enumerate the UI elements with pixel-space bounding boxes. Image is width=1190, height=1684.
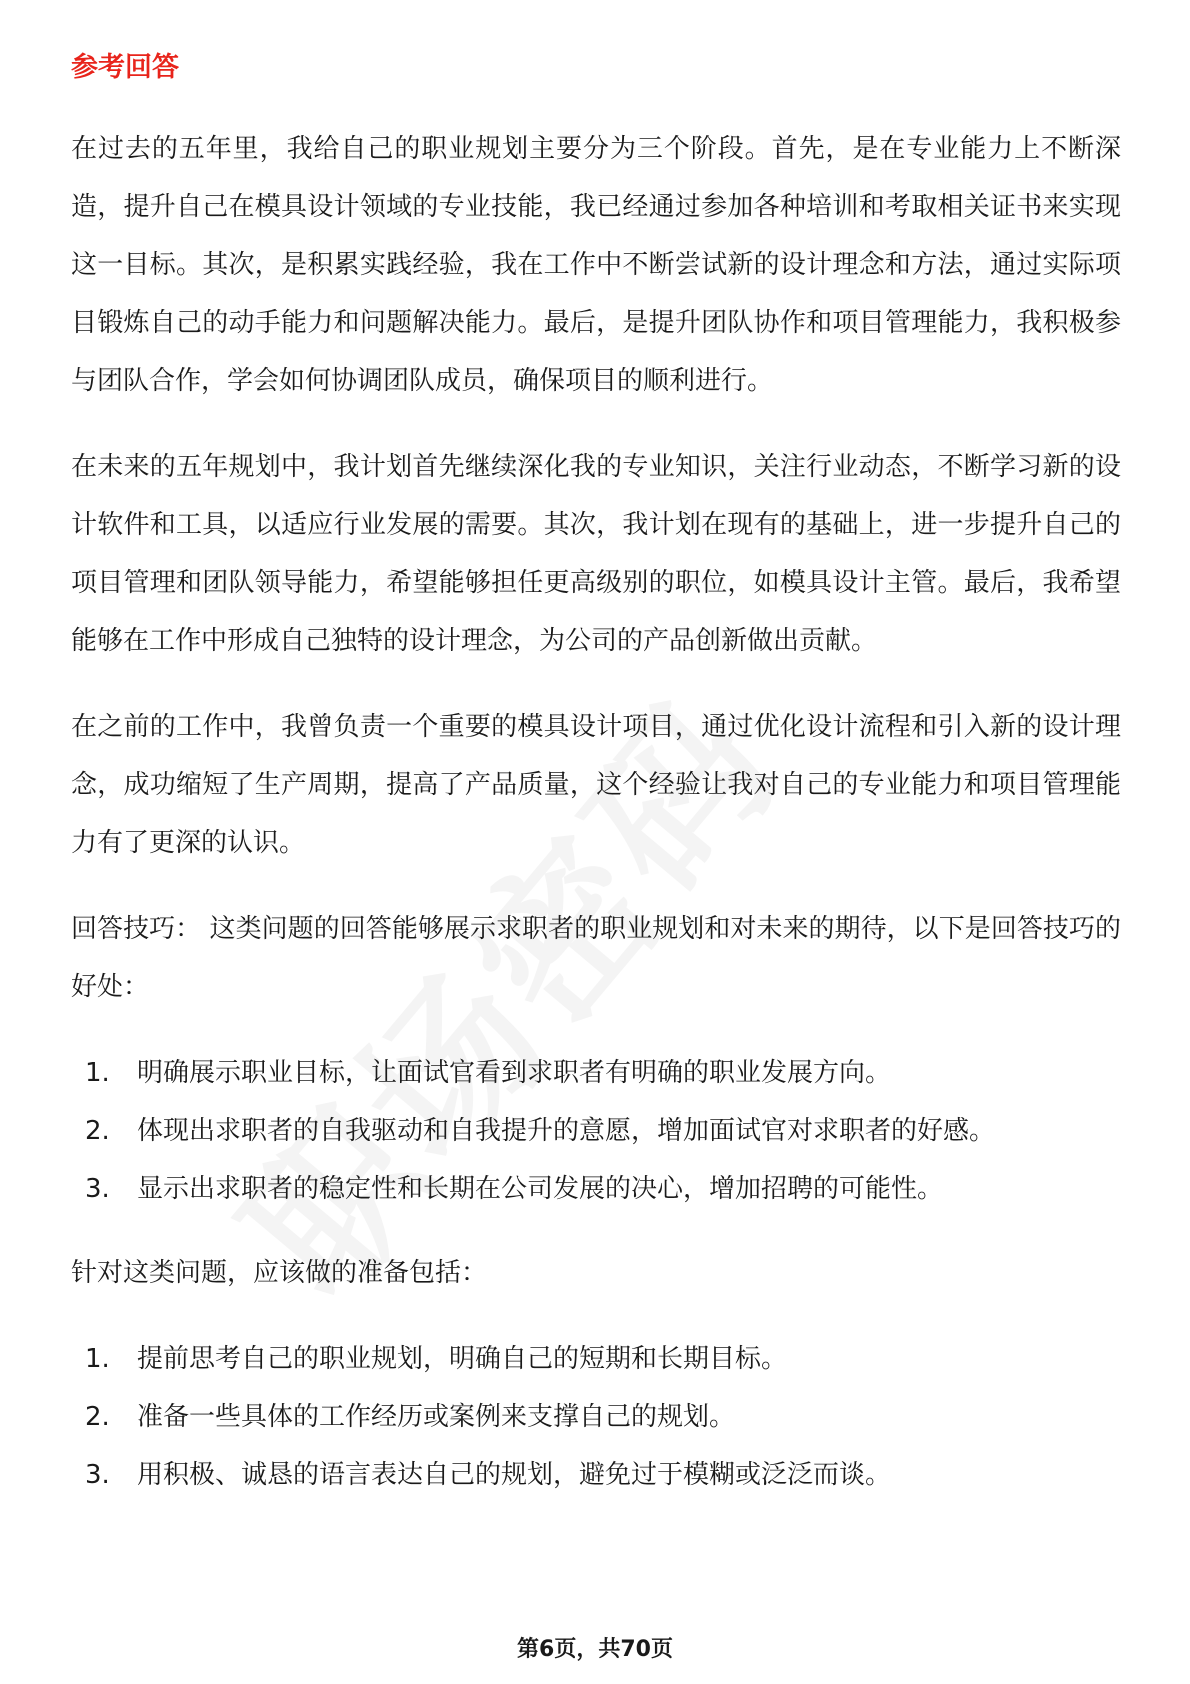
list-text: 显示出求职者的稳定性和长期在公司发展的决心，增加招聘的可能性。 bbox=[137, 1174, 944, 1204]
list-item bbox=[71, 1160, 1121, 1218]
list-number: 3. bbox=[85, 1460, 110, 1490]
list-number: 2. bbox=[85, 1116, 110, 1146]
list-number: 2. bbox=[85, 1402, 110, 1432]
page-number-footer: 第6页，共70页 bbox=[517, 1637, 673, 1662]
list-item bbox=[71, 1330, 1121, 1388]
paragraph-prep-intro: 针对这类问题，应该做的准备包括： bbox=[71, 1258, 488, 1288]
paragraph-experience: 在之前的工作中，我曾负责一个重要的模具设计项目，通过优化设计流程和引入新的设计理念，成功缩短了生产周期，提高了产品质量，这个经验让我对自己的专业能力和项目管理能力有了更深的认识。 bbox=[71, 712, 1121, 858]
document-body bbox=[71, 46, 1121, 1530]
list-text: 准备一些具体的工作经历或案例来支撑自己的规划。 bbox=[137, 1402, 736, 1432]
paragraph-past-plan: 在过去的五年里，我给自己的职业规划主要分为三个阶段。首先，是在专业能力上不断深造，提升自己在模具设计领域的专业技能，我已经通过参加各种培训和考取相关证书来实现这一目标。其次，是积累实践经验，我在工作中不断尝试新的设计理念和方法，通过实际项目锻炼自己的动手能力和问题解决能力。最后，是提升团队协作和项目管理能力，我积极参与团队合作，学会如何协调团队成员，确保项目的顺利进行。 bbox=[71, 134, 1121, 396]
list-item bbox=[71, 1446, 1121, 1504]
list-number: 1. bbox=[85, 1344, 110, 1374]
prep-list bbox=[71, 1330, 1121, 1504]
list-item bbox=[71, 1102, 1121, 1160]
list-item bbox=[71, 1044, 1121, 1102]
section-heading: 参考回答 bbox=[71, 52, 179, 83]
list-text: 明确展示职业目标，让面试官看到求职者有明确的职业发展方向。 bbox=[137, 1058, 892, 1088]
list-item bbox=[71, 1388, 1121, 1446]
list-text: 体现出求职者的自我驱动和自我提升的意愿，增加面试官对求职者的好感。 bbox=[137, 1116, 996, 1146]
list-text: 用积极、诚恳的语言表达自己的规划，避免过于模糊或泛泛而谈。 bbox=[137, 1460, 892, 1490]
paragraph-future-plan: 在未来的五年规划中，我计划首先继续深化我的专业知识，关注行业动态，不断学习新的设计软件和工具，以适应行业发展的需要。其次，我计划在现有的基础上，进一步提升自己的项目管理和团队领导能力，希望能够担任更高级别的职位，如模具设计主管。最后，我希望能够在工作中形成自己独特的设计理念，为公司的产品创新做出贡献。 bbox=[71, 452, 1121, 656]
paragraph-tips-intro: 回答技巧： 这类问题的回答能够展示求职者的职业规划和对未来的期待，以下是回答技巧的好处： bbox=[71, 914, 1121, 1002]
list-number: 3. bbox=[85, 1174, 110, 1204]
tips-list bbox=[71, 1044, 1121, 1218]
list-text: 提前思考自己的职业规划，明确自己的短期和长期目标。 bbox=[137, 1344, 788, 1374]
list-number: 1. bbox=[85, 1058, 110, 1088]
